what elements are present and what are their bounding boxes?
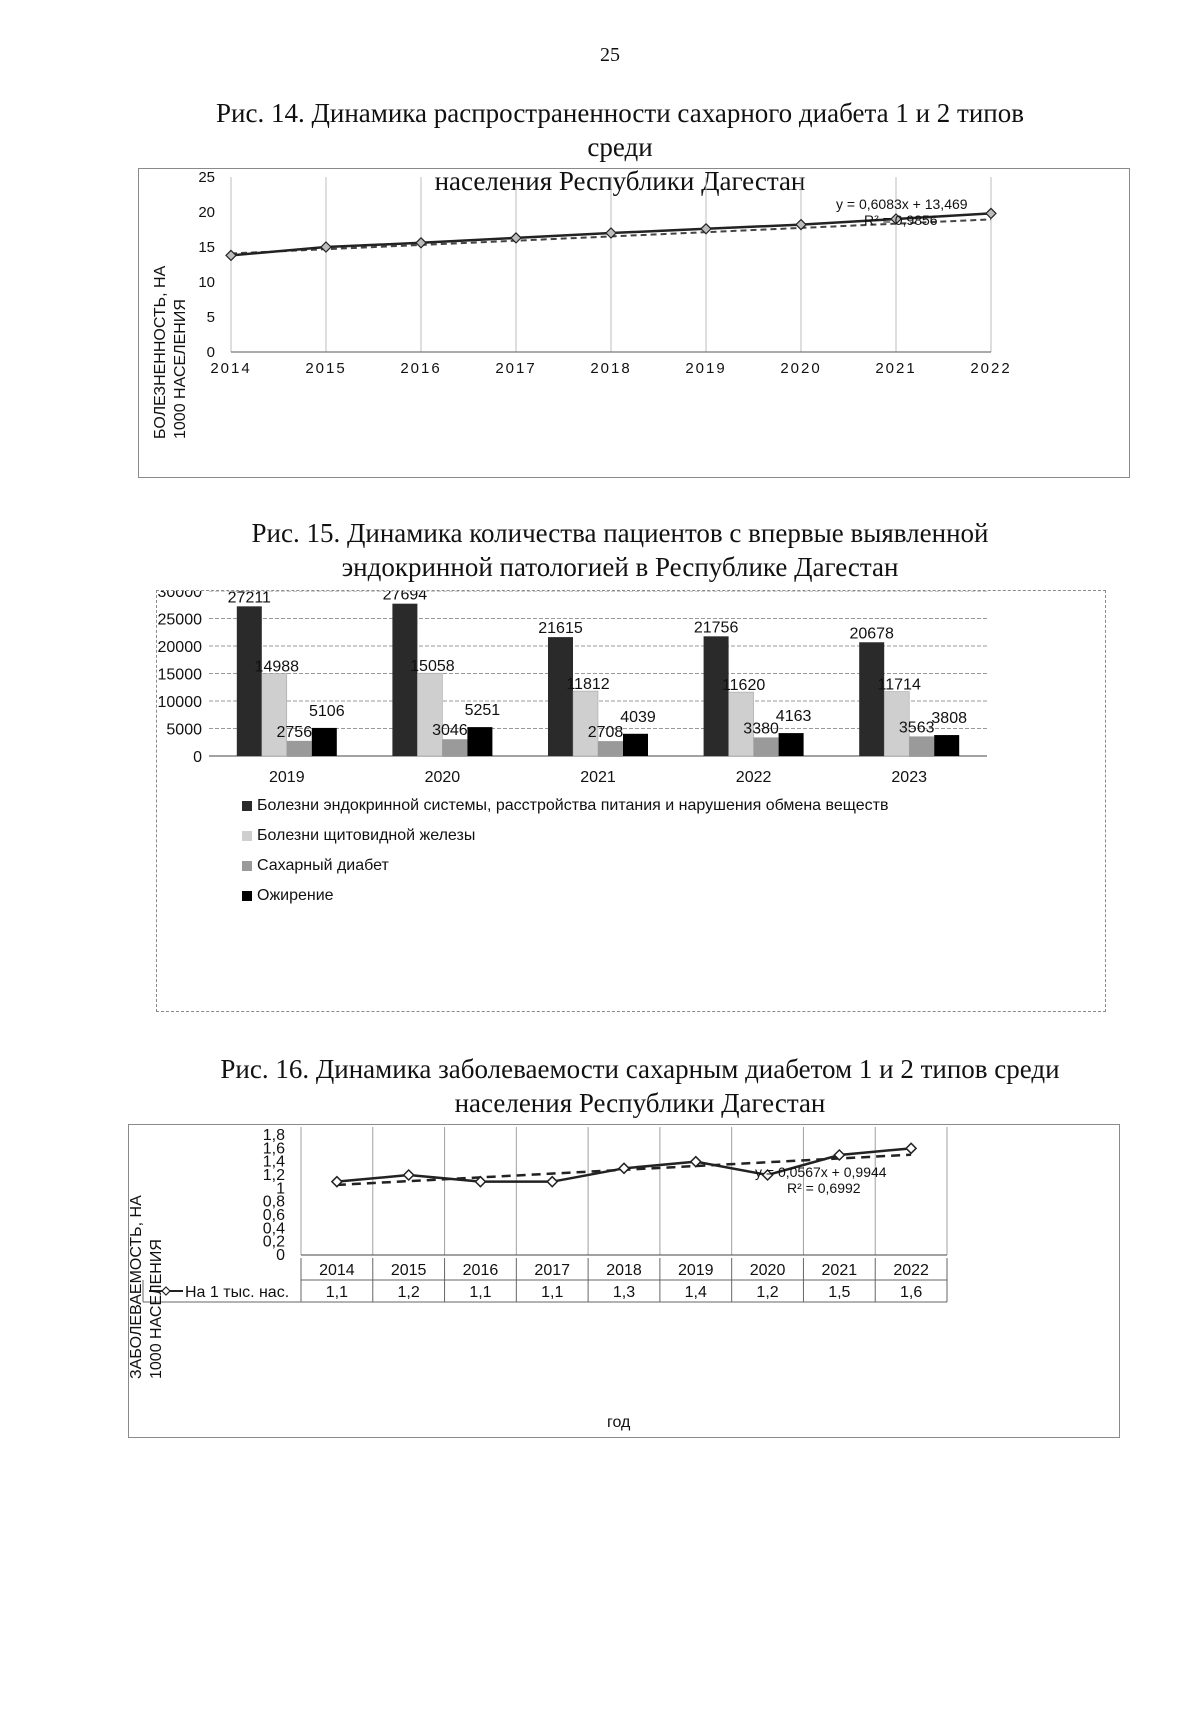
bar [598,741,623,756]
legend-item-diabetes [242,857,389,875]
bar-data-label: 27694 [382,591,428,604]
bar-data-label: 3046 [432,722,468,740]
x-tick-label: 2022 [735,769,772,786]
table-year-cell: 2015 [390,1262,427,1279]
legend-swatch-diabetes [242,861,252,871]
bar [754,737,779,756]
bar-data-label: 4163 [775,708,812,726]
bar-data-label: 21756 [693,619,739,637]
x-tick-label: 2020 [424,769,461,786]
x-tick-label: 2019 [269,769,305,786]
x-tick-label: 2021 [580,769,616,786]
bar-data-label: 2756 [276,723,313,741]
table-series-label: На 1 тыс. нас. [185,1284,290,1301]
bar-data-label: 5251 [464,702,501,720]
table-value-cell: 1,1 [325,1284,349,1301]
table-year-cell: 2014 [319,1262,355,1279]
figure-14-chart [138,168,1130,478]
y-tick-label: 1,8 [262,1127,285,1144]
bar [442,739,467,756]
table-value-cell: 1,5 [828,1284,851,1301]
y-tick-label: 5 [206,309,215,326]
x-tick-label: 2017 [495,360,537,377]
bar-data-label: 21615 [538,620,583,638]
x-tick-label: 2021 [875,360,917,377]
table-value-cell: 1,3 [612,1284,636,1301]
data-point-marker [619,1163,629,1173]
bar-data-label: 11620 [721,677,766,695]
bar-data-label: 2708 [587,724,624,742]
x-tick-label: 2020 [780,360,822,377]
table-year-cell: 2017 [534,1262,571,1279]
figure-14-title-line2: населения Республики Дагестан [434,166,806,196]
bar-data-label: 3563 [898,719,935,737]
figure-15-x-ticks [269,769,927,786]
figure-15-title [250,516,990,584]
figure-16-x-axis-label: год [607,1414,631,1431]
table-value-cell: 1,4 [684,1284,707,1301]
bar [237,606,262,756]
y-tick-label: 0,8 [262,1193,285,1211]
bar-data-label: 4039 [620,708,656,726]
bar-data-label: 27211 [227,591,271,607]
figure-16-trend-r2: R² = 0,6992 [787,1180,861,1196]
y-tick-label: 1,2 [262,1167,285,1184]
figure-14-svg [139,169,1129,477]
figure-16-trend-equation: y = 0,0567x + 0,9944 [755,1164,887,1180]
table-year-cell: 2019 [677,1262,714,1279]
bar [287,741,312,756]
figure-16-title-line1: Рис. 16. Динамика заболеваемости сахарным диабетом 1 и 2 типов среди [220,1054,1060,1084]
figure-14-title-line1: Рис. 14. Динамика распространенности сахарного диабета 1 и 2 типов среди [216,98,1024,162]
y-tick-label: 25 [198,169,215,186]
data-point-marker [404,1170,414,1180]
legend-label-diabetes: Сахарный диабет [257,857,389,874]
y-tick-label: 20 [198,204,215,221]
figure-15-chart [156,590,1106,1012]
y-tick-label: 10000 [157,694,202,711]
bar-data-label: 5106 [309,702,345,720]
table-value-cell: 1,2 [756,1284,779,1301]
bar [623,734,648,756]
y-tick-label: 0,2 [262,1233,285,1251]
y-tick-label: 1,6 [262,1140,285,1158]
figure-14-x-ticks [210,360,1011,377]
bar [417,673,442,756]
y-tick-label: 0 [206,344,215,361]
bar [909,736,934,756]
data-point-marker [906,1143,916,1153]
table-value-cell: 1,2 [397,1284,420,1301]
table-year-cell: 2016 [462,1262,499,1279]
x-tick-label: 2014 [210,360,252,377]
figure-16-title [200,1052,1080,1120]
bar [312,728,337,756]
data-point-marker [416,238,426,248]
table-value-cell: 1,1 [541,1284,564,1301]
data-point-marker [321,242,331,252]
figure-16-svg [129,1125,1119,1437]
table-year-cell: 2021 [821,1262,858,1279]
data-point-marker [547,1177,557,1187]
x-tick-label: 2016 [400,360,442,377]
bar [779,733,804,756]
legend-swatch-endocrine [242,801,252,811]
x-tick-label: 2019 [685,360,727,377]
bar [262,674,287,756]
legend-item-thyroid [242,827,475,845]
figure-16-chart [128,1124,1120,1438]
table-value-cell: 1,6 [899,1284,923,1301]
x-tick-label: 2022 [970,360,1012,377]
y-tick-label: 0,4 [262,1220,285,1238]
table-year-cell: 2022 [893,1262,929,1279]
legend-swatch-thyroid [242,831,252,841]
legend-label-thyroid: Болезни щитовидной железы [257,827,476,844]
figure-16-y-axis-label-line1: ЗАБОЛЕВАЕМОСТЬ, НА [129,1195,145,1379]
bar-data-label: 11714 [877,676,921,694]
figure-15-y-ticks [158,591,203,766]
figure-16-y-ticks [263,1127,285,1264]
bar [859,642,884,756]
figure-14-trend-r2: R² = 0,9856 [864,212,938,228]
bar [392,604,417,756]
legend-label-endocrine: Болезни эндокринной системы, расстройства питания и нарушения обмена веществ [257,797,889,814]
figure-14-y-axis-label-line1: БОЛЕЗНЕННОСТЬ, НА [152,265,169,439]
y-tick-label: 0,6 [262,1207,285,1224]
data-point-marker [226,250,236,260]
bar-data-label: 3380 [743,720,779,738]
y-tick-label: 10 [198,274,215,291]
y-tick-label: 15000 [157,666,202,684]
bar-data-label: 15058 [410,658,455,676]
y-tick-label: 30000 [157,591,202,601]
y-tick-label: 1 [276,1180,285,1198]
y-tick-label: 15 [198,239,215,256]
legend-item-endocrine [242,797,888,815]
bar [704,636,729,756]
y-tick-label: 0 [193,749,202,766]
bar [934,735,959,756]
figure-16-title-line2: населения Республики Дагестан [454,1088,826,1118]
x-tick-label: 2023 [891,769,927,786]
table-value-cell: 1,1 [469,1284,492,1301]
y-tick-label: 20000 [157,639,202,656]
bar-data-label: 3808 [931,710,967,728]
legend-label-obesity: Ожирение [257,887,334,904]
figure-14-y-axis-label-line2: 1000 НАСЕЛЕНИЯ [172,299,189,439]
y-tick-label: 1,4 [262,1153,285,1171]
bar [467,727,492,756]
figure-15-title-line2: эндокринной патологией в Республике Дагестан [341,552,899,582]
y-tick-label: 5000 [166,721,202,739]
x-tick-label: 2015 [305,360,347,377]
bar-data-label: 14988 [254,658,300,676]
legend-swatch-obesity [242,891,252,901]
y-tick-label: 0 [276,1247,285,1264]
figure-14-y-ticks [198,169,215,361]
table-year-cell: 2018 [606,1262,642,1279]
table-year-cell: 2020 [749,1262,786,1279]
figure-15-title-line1: Рис. 15. Динамика количества пациентов с впервые выявленной [251,518,989,548]
figure-16-y-axis-label-line2: 1000 НАСЕЛЕНИЯ [148,1239,165,1379]
bar-data-label: 20678 [849,625,894,643]
data-point-marker [986,208,996,218]
figure-14-trend-equation: y = 0,6083x + 13,469 [836,196,968,212]
page-number: 25 [600,44,620,66]
bar [548,637,573,756]
x-tick-label: 2018 [590,360,632,377]
legend-item-obesity [242,887,334,905]
y-tick-label: 25000 [157,611,202,629]
figure-16-data-table [143,1258,947,1302]
bar-data-label: 11812 [566,676,610,694]
